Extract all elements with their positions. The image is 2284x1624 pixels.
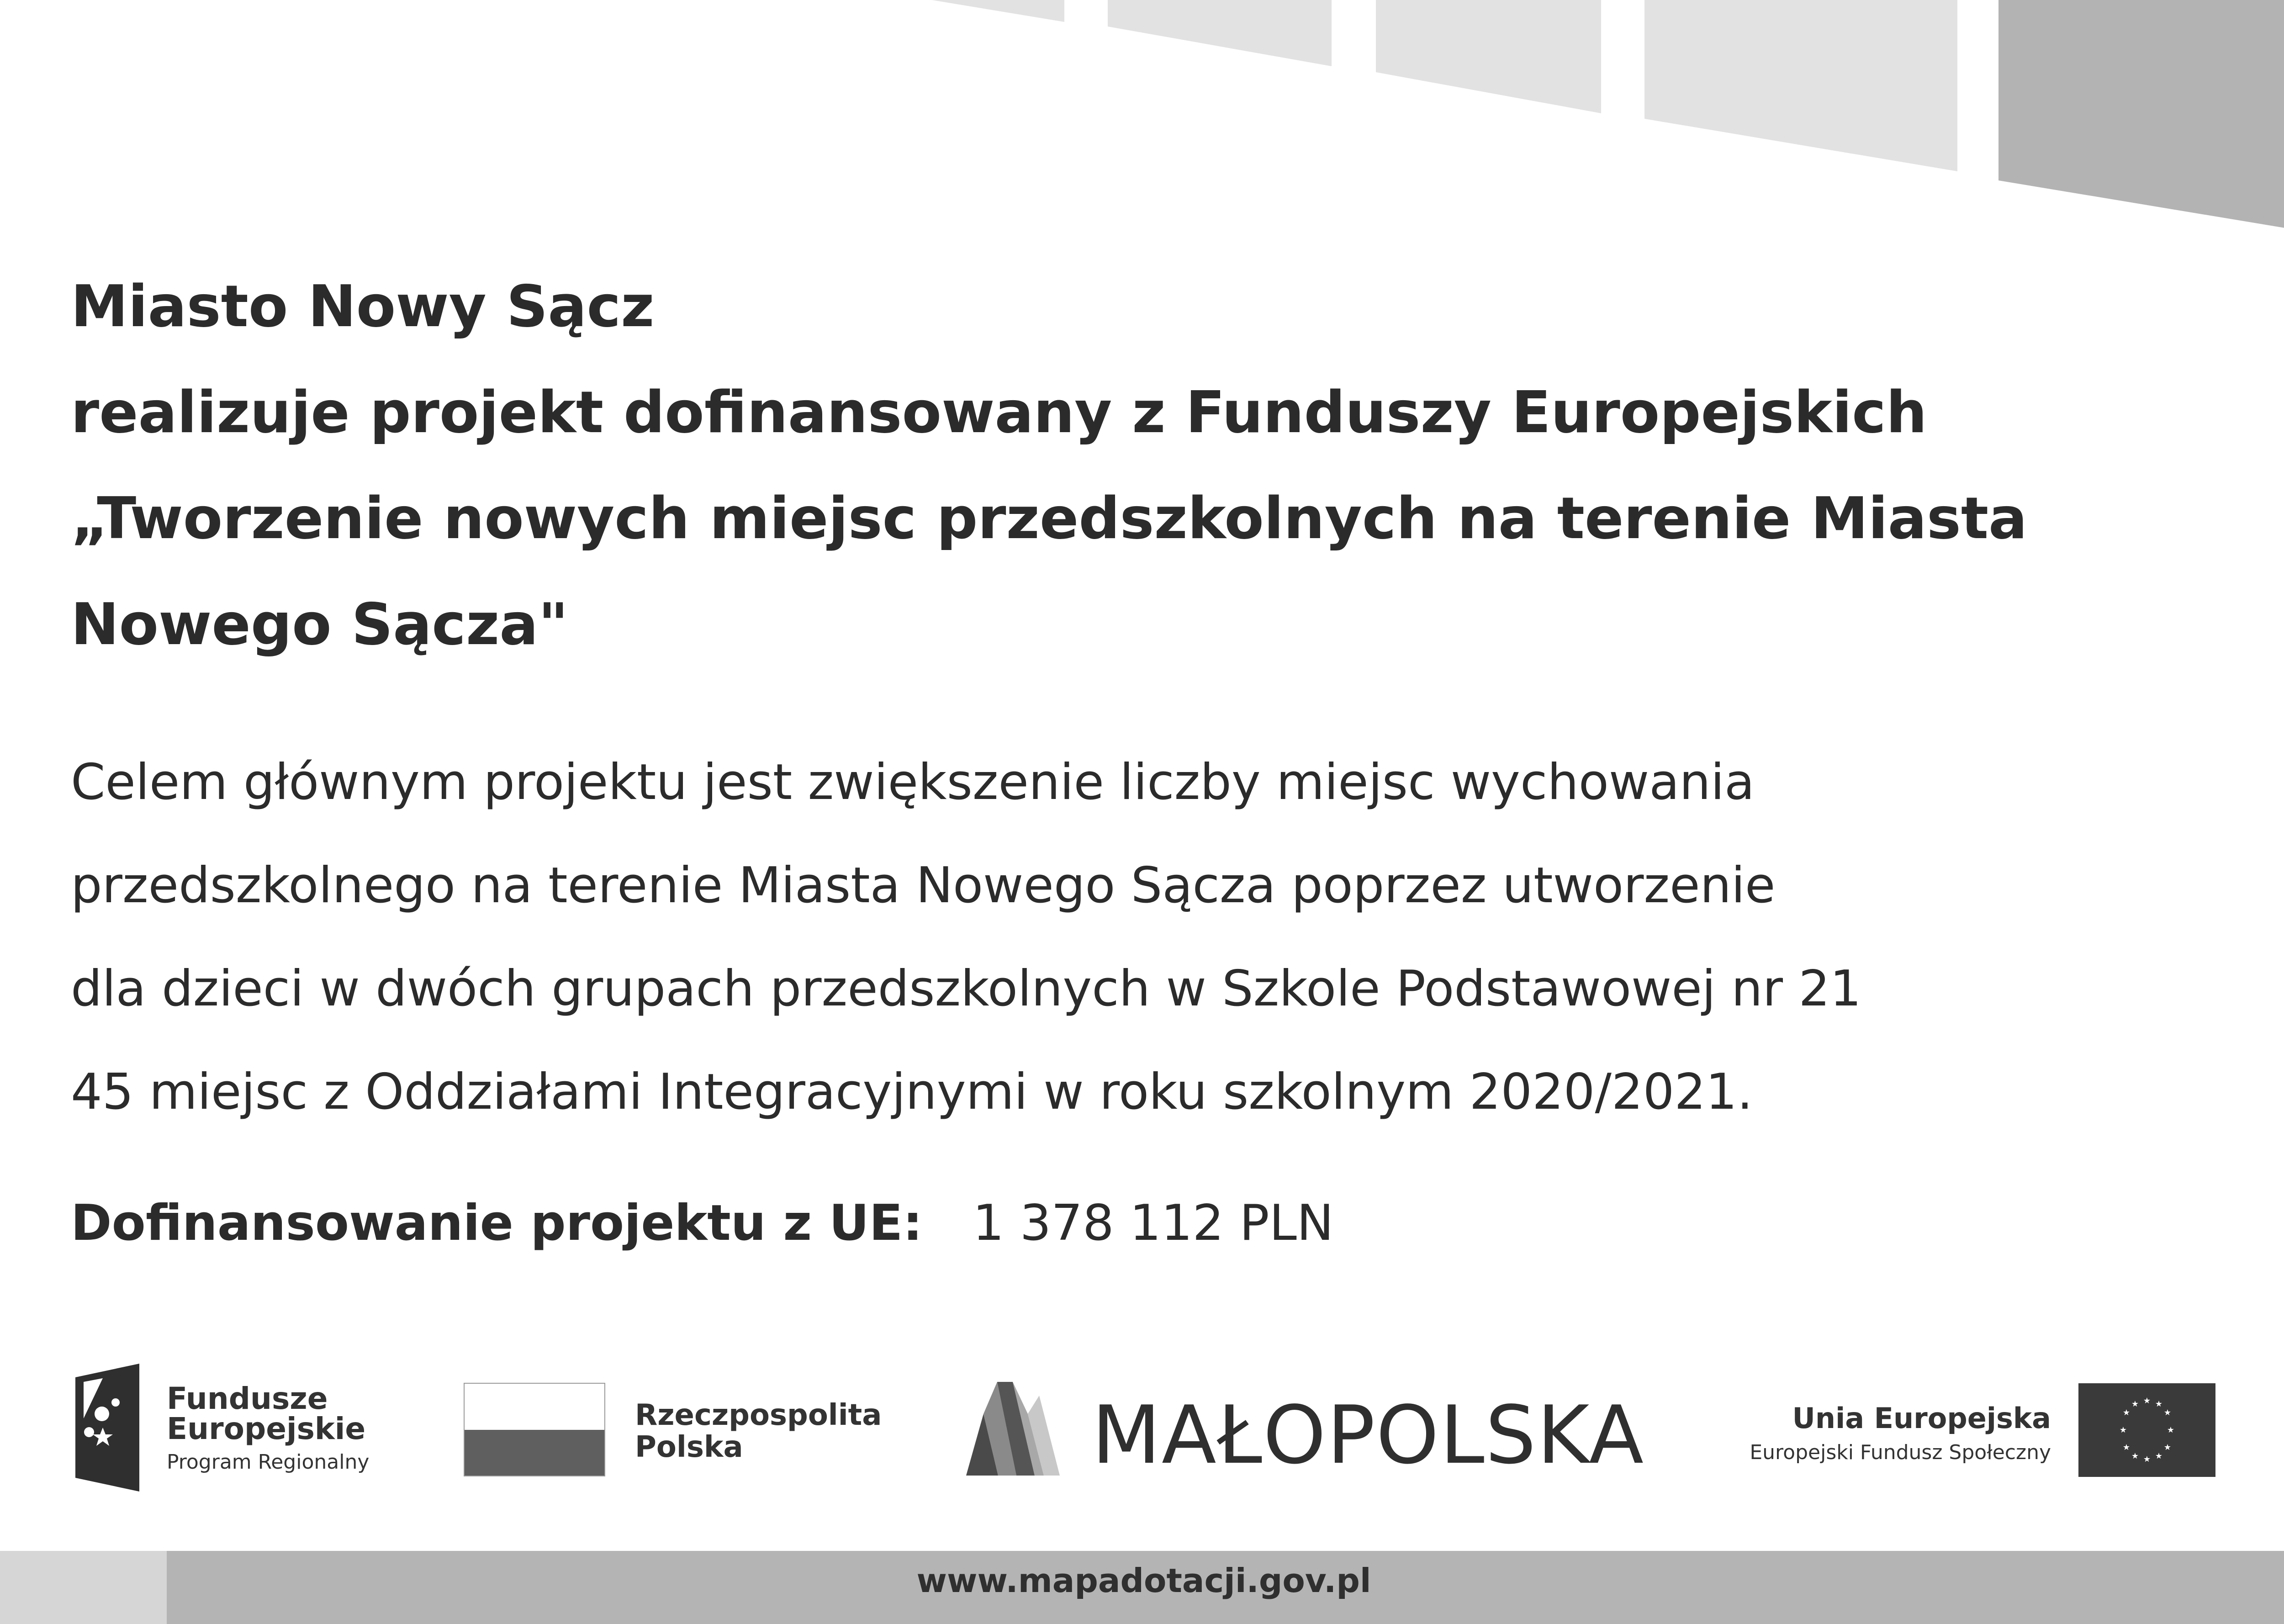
svg-text:★: ★: [2131, 1451, 2139, 1461]
heading-line: „Tworzenie nowych miejsc przedszkolnych na terenie Miasta: [71, 485, 2028, 552]
deco-stripe-1: [932, 0, 1064, 22]
svg-text:★: ★: [2119, 1425, 2127, 1435]
svg-text:★: ★: [2122, 1443, 2131, 1452]
svg-text:★: ★: [2131, 1399, 2139, 1409]
fundusze-europejskie-logo: [75, 1364, 386, 1492]
deco-stripe-3: [1376, 0, 1601, 113]
description-line: Celem głównym projektu jest zwiększenie liczby miejsc wychowania: [71, 754, 1755, 811]
funding-label: Dofinansowanie projektu z UE:: [71, 1195, 923, 1252]
svg-text:★: ★: [2122, 1408, 2131, 1418]
top-decorative-stripes: [0, 0, 2284, 238]
svg-text:★: ★: [2167, 1425, 2175, 1435]
deco-stripe-4: [1644, 0, 1957, 171]
funding-value: 1 378 112 PLN: [973, 1195, 1334, 1252]
project-description: [71, 731, 2218, 1144]
footer-bar: [0, 1551, 2284, 1624]
ue-subtitle: Europejski Fundusz Społeczny: [1750, 1441, 2051, 1464]
fundusze-europejskie-logo-icon: [75, 1364, 139, 1492]
svg-text:★: ★: [2143, 1455, 2151, 1464]
fe-title-line1: Fundusze: [167, 1381, 328, 1416]
malopolska-wordmark: MAŁOPOLSKA: [1092, 1389, 1645, 1482]
malopolska-logo: [966, 1382, 1660, 1480]
heading-line: Nowego Sącza": [71, 591, 568, 658]
eu-flag-icon: [2078, 1383, 2215, 1477]
deco-stripe-2: [1108, 0, 1332, 66]
rp-title-line2: Polska: [635, 1430, 743, 1464]
rzeczpospolita-polska-logo: [464, 1383, 893, 1479]
svg-text:★: ★: [2163, 1408, 2172, 1418]
polish-flag-icon: [464, 1383, 605, 1476]
svg-text:★: ★: [2163, 1443, 2172, 1452]
fe-subtitle: Program Regionalny: [167, 1450, 370, 1474]
svg-text:★: ★: [2143, 1396, 2151, 1406]
heading-line: realizuje projekt dofinansowany z Funduszy Europejskich: [71, 379, 1927, 446]
funding-amount: [71, 1187, 1334, 1260]
deco-stripe-5: [1998, 0, 2284, 228]
svg-text:★: ★: [2155, 1451, 2163, 1461]
footer-url[interactable]: www.mapadotacji.gov.pl: [916, 1561, 1371, 1600]
heading-line: Miasto Nowy Sącz: [71, 273, 655, 340]
rp-title-line1: Rzeczpospolita: [635, 1398, 882, 1432]
description-line: przedszkolnego na terenie Miasta Nowego Sącza poprzez utworzenie: [71, 857, 1776, 914]
description-line: 45 miejsc z Oddziałami Integracyjnymi w roku szkolnym 2020/2021.: [71, 1063, 1753, 1121]
svg-text:★: ★: [2155, 1399, 2163, 1409]
fe-title-line2: Europejskie: [167, 1411, 366, 1446]
unia-europejska-logo: [1745, 1383, 2215, 1479]
description-line: dla dzieci w dwóch grupach przedszkolnych w Szkole Podstawowej nr 21: [71, 960, 1861, 1017]
malopolska-mountains-icon: [966, 1382, 1060, 1476]
project-heading: [71, 254, 2218, 677]
ue-title: Unia Europejska: [1792, 1402, 2051, 1435]
